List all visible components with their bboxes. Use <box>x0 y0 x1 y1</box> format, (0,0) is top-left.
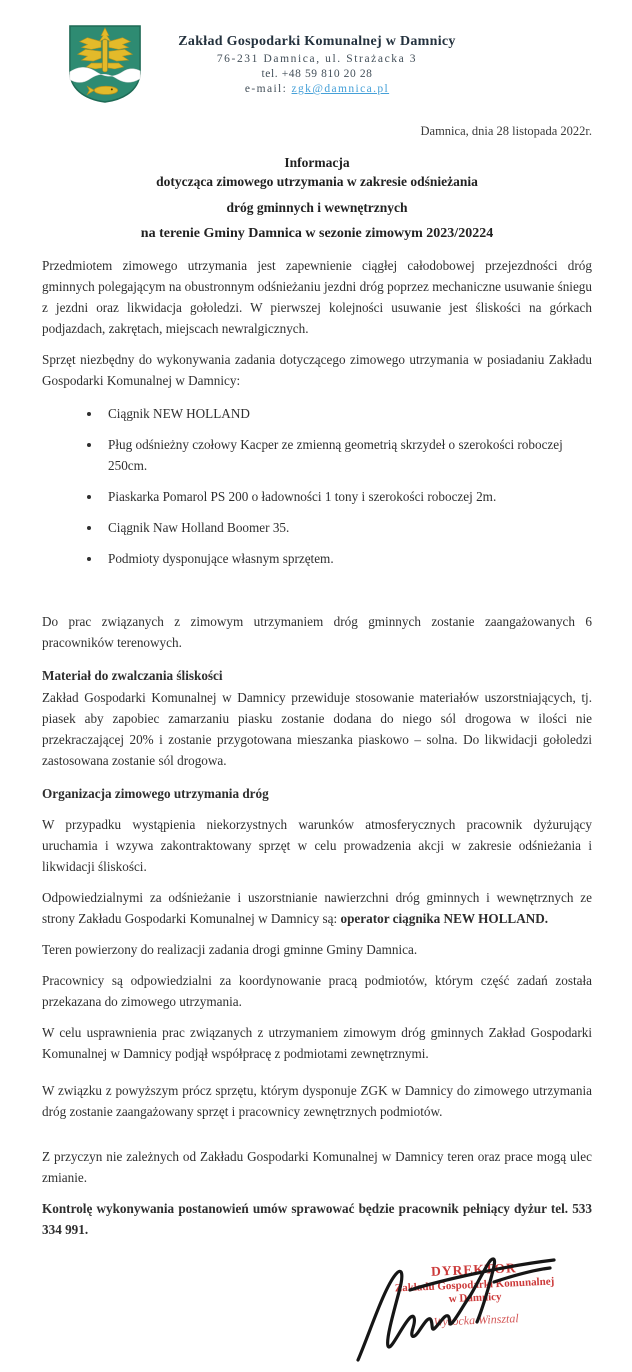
heading-organization: Organizacja zimowego utrzymania dróg <box>42 786 269 801</box>
paragraph-responsible <box>42 887 592 929</box>
list-item: • Podmioty dysponujące własnym sprzętem. <box>102 548 592 569</box>
list-item: • Pług odśnieżny czołowy Kacper ze zmienną geometrią skrzydeł o szerokości roboczej 250cm. <box>102 434 592 476</box>
date-line: Damnica, dnia 28 listopada 2022r. <box>420 124 592 138</box>
list-item: • Ciągnik NEW HOLLAND <box>102 403 592 424</box>
org-phone: tel. +48 59 810 20 28 <box>261 68 373 80</box>
org-address: 76-231 Damnica, ul. Strażacka 3 <box>216 53 418 65</box>
paragraph-cooperation: W celu usprawnienia prac związanych z utrzymaniem zimowym dróg gminnych Zakład Gospodarki Komunalnej w Damnicy podjął współpracę z podmiotami zewnętrznymi. <box>42 1025 592 1061</box>
title-line-3: dróg gminnych i wewnętrznych <box>226 200 408 215</box>
director-stamp <box>369 1257 582 1332</box>
list-item: • Ciągnik Naw Holland Boomer 35. <box>102 517 592 538</box>
title-line-2: dotycząca zimowego utrzymania w zakresie odśnieżania <box>156 174 478 189</box>
paragraph-control: Kontrolę wykonywania postanowień umów sprawować będzie pracownik pełniący dyżur tel. 533 334 991. <box>42 1201 592 1237</box>
heading-material: Materiał do zwalczania śliskości <box>42 668 223 683</box>
stamp-place: w Damnicy <box>448 1290 502 1306</box>
coat-of-arms-damnica-icon <box>66 24 144 104</box>
paragraph-changes: Z przyczyn nie zależnych od Zakładu Gospodarki Komunalnej w Damnicy teren oraz prace mogą ulec zmianie. <box>42 1149 592 1185</box>
paragraph-weather: W przypadku wystąpienia niekorzystnych warunków atmosferycznych pracownik dyżurujący uruchamia i wzywa zakontraktowany sprzęt w celu prowadzenia akcji w zakresie odśnieżania i likwidacji śliskości. <box>42 817 592 874</box>
equipment-list <box>42 403 592 569</box>
letterhead <box>42 22 592 110</box>
title-line-4: na terenie Gminy Damnica w sezonie zimowym 2023/20224 <box>140 226 494 241</box>
signature-block <box>358 1256 588 1366</box>
paragraph-workers: Do prac związanych z zimowym utrzymaniem dróg gminnych zostanie zaangażowanych 6 pracowników terenowych. <box>42 614 592 650</box>
email-link[interactable]: zgk@damnica.pl <box>291 83 390 95</box>
paragraph-equipment-lead: Sprzęt niezbędny do wykonywania zadania dotyczącego zimowego utrzymania w posiadaniu Zakładu Gospodarki Komunalnej w Damnicy: <box>42 352 592 388</box>
org-name: Zakład Gospodarki Komunalnej w Damnicy <box>178 34 456 49</box>
paragraph-material: Zakład Gospodarki Komunalnej w Damnicy przewiduje stosowanie materiałów uszorstniających, tj. piasek aby zapobiec zamarzaniu piasku zostanie dodana do niego sól drogowa w ilości nie przekraczającej 20% i zostanie przygotowana mieszanka piaskowo – solna. Do likwidacji gołoledzi zastosowana zostanie sól drogowa. <box>42 690 592 768</box>
title-line-1: Informacja <box>284 155 350 170</box>
paragraph-responsible-bold: operator ciągnika NEW HOLLAND. <box>340 911 549 926</box>
paragraph-responsible-text: Odpowiedzialnymi za odśnieżanie i uszorstnianie nawierzchni dróg gminnych i wewnętrznych ze strony Zakładu Gospodarki Komunalnej w Damnicy są: <box>42 890 592 926</box>
stamp-name: Wysocka Winsztal <box>433 1311 519 1329</box>
paragraph-coordination: Pracownicy są odpowiedzialni za koordynowanie pracą podmiotów, którym część zadań została przekazana do zimowego utrzymania. <box>42 973 592 1009</box>
list-item: • Piaskarka Pomarol PS 200 o ładowności 1 tony i szerokości roboczej 2m. <box>102 486 592 507</box>
email-label: e-mail: <box>244 83 288 95</box>
paragraph-external: W związku z powyższym prócz sprzętu, którym dysponuje ZGK w Damnicy do zimowego utrzymania dróg zostanie zaangażowany sprzęt i pracownicy zewnętrznych podmiotów. <box>42 1083 592 1119</box>
stamp-org: Zakładu Gospodarki Komunalnej <box>394 1275 555 1295</box>
stamp-title: DYREKTOR <box>430 1260 518 1279</box>
document-title <box>42 153 592 242</box>
paragraph-area: Teren powierzony do realizacji zadania drogi gminne Gminy Damnica. <box>42 942 418 957</box>
document-body <box>42 255 592 1240</box>
paragraph-intro: Przedmiotem zimowego utrzymania jest zapewnienie ciągłej całodobowej przejezdności dróg gminnych polegającym na obustronnym odśnieżaniu jezdni dróg poprzez mechaniczne usuwanie śniegu z jezdni oraz likwidacja gołoledzi. W pierwszej kolejności usuwanie jest śliskości na górkach podjazdach, zakrętach, miejscach newralgicznych. <box>42 258 592 336</box>
